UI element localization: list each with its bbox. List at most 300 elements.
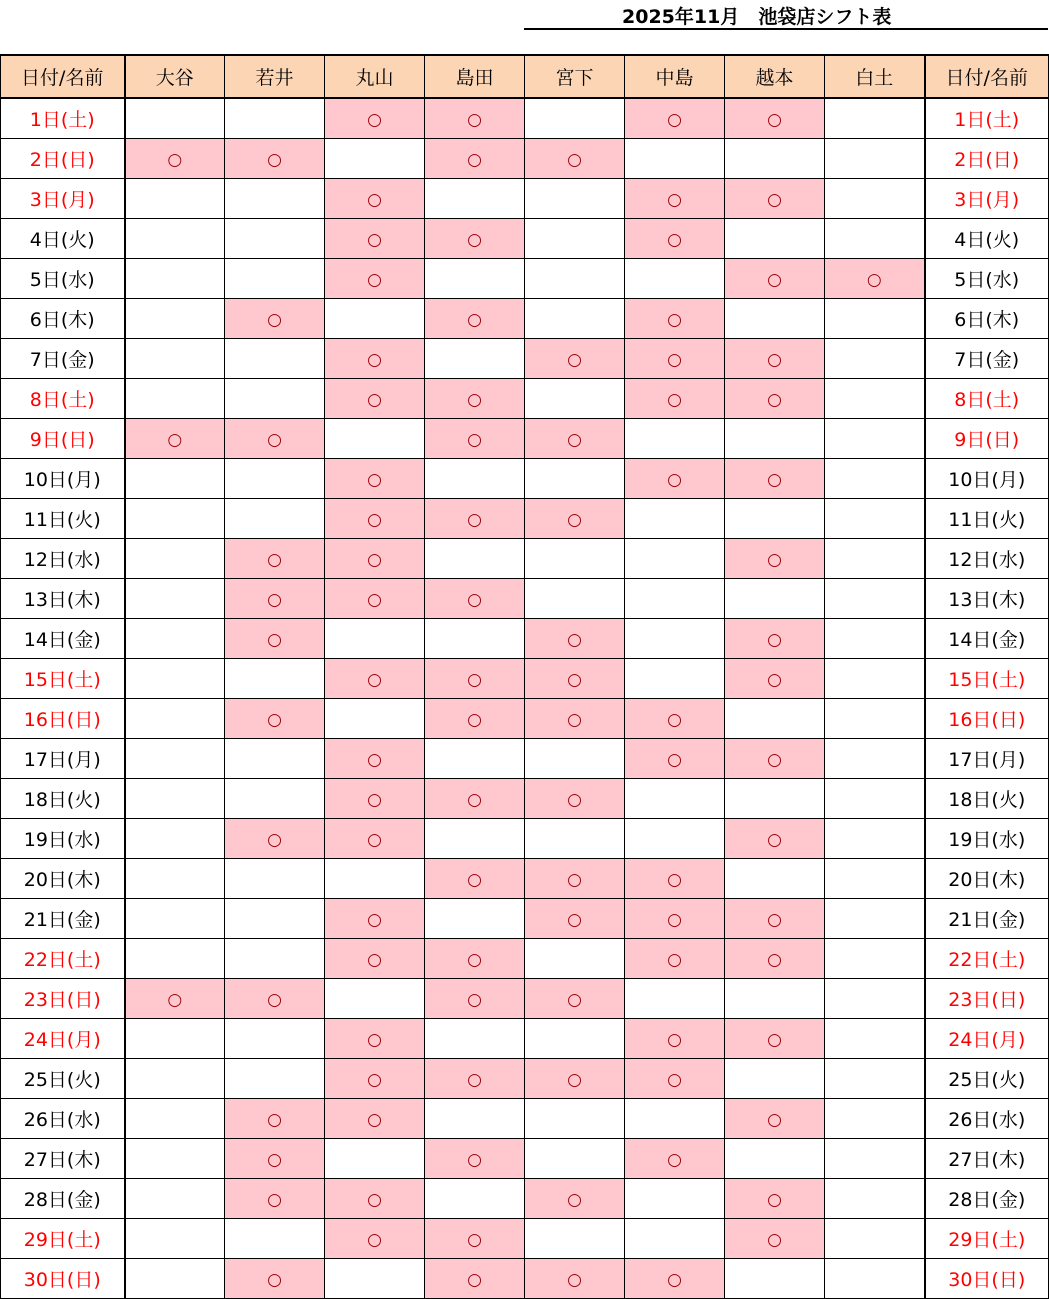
shift-cell[interactable] [225,259,325,299]
date-cell-right[interactable]: 29日(土) [925,1219,1049,1259]
shift-cell[interactable] [825,419,925,459]
shift-cell[interactable] [825,659,925,699]
header-date-label[interactable]: 日付/名前 [1,55,125,98]
shift-cell[interactable] [325,979,425,1019]
shift-cell[interactable] [625,219,725,259]
shift-cell[interactable] [725,339,825,379]
shift-cell[interactable] [225,139,325,179]
shift-cell[interactable] [725,699,825,739]
shift-cell[interactable] [425,139,525,179]
date-cell[interactable]: 5日(水) [1,259,125,299]
date-cell[interactable]: 20日(木) [1,859,125,899]
shift-cell[interactable] [225,1139,325,1179]
shift-cell[interactable] [825,459,925,499]
shift-cell[interactable] [425,1259,525,1299]
shift-cell[interactable] [525,539,625,579]
shift-cell[interactable] [225,179,325,219]
shift-cell[interactable] [625,619,725,659]
shift-cell[interactable] [125,339,225,379]
shift-cell[interactable] [625,339,725,379]
shift-cell[interactable] [625,939,725,979]
shift-cell[interactable] [125,619,225,659]
shift-cell[interactable] [525,859,625,899]
shift-cell[interactable] [325,379,425,419]
shift-cell[interactable] [525,299,625,339]
shift-cell[interactable] [125,539,225,579]
shift-cell[interactable] [525,1179,625,1219]
shift-cell[interactable] [225,1219,325,1259]
date-cell-right[interactable]: 30日(日) [925,1259,1049,1299]
shift-cell[interactable] [425,419,525,459]
shift-cell[interactable] [425,1099,525,1139]
shift-cell[interactable] [525,779,625,819]
shift-cell[interactable] [325,259,425,299]
date-cell[interactable]: 8日(土) [1,379,125,419]
shift-cell[interactable] [325,219,425,259]
shift-cell[interactable] [525,699,625,739]
shift-cell[interactable] [525,1219,625,1259]
shift-cell[interactable] [225,619,325,659]
shift-cell[interactable] [125,579,225,619]
shift-cell[interactable] [625,1219,725,1259]
shift-cell[interactable] [425,979,525,1019]
shift-cell[interactable] [625,859,725,899]
shift-cell[interactable] [425,1179,525,1219]
shift-cell[interactable] [525,179,625,219]
shift-cell[interactable] [125,179,225,219]
shift-cell[interactable] [825,619,925,659]
shift-cell[interactable] [825,859,925,899]
shift-cell[interactable] [825,219,925,259]
shift-cell[interactable] [725,1219,825,1259]
shift-cell[interactable] [525,419,625,459]
shift-cell[interactable] [825,1139,925,1179]
shift-cell[interactable] [225,859,325,899]
shift-cell[interactable] [625,179,725,219]
shift-cell[interactable] [525,98,625,139]
shift-cell[interactable] [725,259,825,299]
shift-cell[interactable] [525,459,625,499]
date-cell-right[interactable]: 18日(火) [925,779,1049,819]
date-cell[interactable]: 3日(月) [1,179,125,219]
shift-cell[interactable] [325,139,425,179]
shift-cell[interactable] [725,459,825,499]
shift-cell[interactable] [225,1059,325,1099]
shift-cell[interactable] [325,1259,425,1299]
shift-cell[interactable] [825,899,925,939]
shift-cell[interactable] [225,899,325,939]
shift-cell[interactable] [525,659,625,699]
date-cell-right[interactable]: 11日(火) [925,499,1049,539]
shift-cell[interactable] [625,539,725,579]
shift-cell[interactable] [525,1259,625,1299]
shift-cell[interactable] [825,299,925,339]
date-cell[interactable]: 12日(水) [1,539,125,579]
date-cell[interactable]: 6日(木) [1,299,125,339]
shift-cell[interactable] [525,579,625,619]
shift-cell[interactable] [525,379,625,419]
shift-cell[interactable] [325,939,425,979]
shift-cell[interactable] [725,1259,825,1299]
shift-cell[interactable] [825,379,925,419]
shift-cell[interactable] [125,1179,225,1219]
shift-cell[interactable] [725,1019,825,1059]
shift-cell[interactable] [125,1139,225,1179]
date-cell[interactable]: 23日(日) [1,979,125,1019]
shift-cell[interactable] [725,619,825,659]
date-cell[interactable]: 30日(日) [1,1259,125,1299]
shift-cell[interactable] [125,899,225,939]
shift-cell[interactable] [825,579,925,619]
shift-cell[interactable] [625,979,725,1019]
shift-cell[interactable] [125,139,225,179]
shift-cell[interactable] [225,1019,325,1059]
shift-cell[interactable] [825,259,925,299]
shift-cell[interactable] [125,299,225,339]
shift-cell[interactable] [525,499,625,539]
shift-cell[interactable] [625,579,725,619]
shift-cell[interactable] [125,1019,225,1059]
date-cell-right[interactable]: 1日(土) [925,98,1049,139]
date-cell-right[interactable]: 7日(金) [925,339,1049,379]
shift-cell[interactable] [725,819,825,859]
shift-cell[interactable] [325,1219,425,1259]
date-cell-right[interactable]: 12日(水) [925,539,1049,579]
shift-cell[interactable] [325,98,425,139]
shift-cell[interactable] [825,699,925,739]
date-cell-right[interactable]: 4日(火) [925,219,1049,259]
shift-cell[interactable] [425,899,525,939]
shift-cell[interactable] [725,939,825,979]
shift-cell[interactable] [825,939,925,979]
shift-cell[interactable] [825,1259,925,1299]
date-cell-right[interactable]: 5日(水) [925,259,1049,299]
shift-cell[interactable] [125,739,225,779]
shift-cell[interactable] [725,379,825,419]
shift-cell[interactable] [325,1139,425,1179]
date-cell-right[interactable]: 10日(月) [925,459,1049,499]
shift-cell[interactable] [425,98,525,139]
shift-cell[interactable] [625,739,725,779]
shift-cell[interactable] [625,699,725,739]
shift-cell[interactable] [425,859,525,899]
shift-cell[interactable] [525,819,625,859]
date-cell[interactable]: 26日(水) [1,1099,125,1139]
date-cell[interactable]: 11日(火) [1,499,125,539]
shift-cell[interactable] [325,419,425,459]
shift-cell[interactable] [425,459,525,499]
shift-cell[interactable] [325,499,425,539]
shift-cell[interactable] [625,779,725,819]
shift-cell[interactable] [225,1179,325,1219]
shift-cell[interactable] [325,659,425,699]
shift-cell[interactable] [625,819,725,859]
shift-cell[interactable] [825,1099,925,1139]
shift-cell[interactable] [825,98,925,139]
shift-cell[interactable] [325,1099,425,1139]
shift-cell[interactable] [425,1139,525,1179]
shift-cell[interactable] [125,819,225,859]
shift-cell[interactable] [225,659,325,699]
shift-cell[interactable] [825,819,925,859]
shift-cell[interactable] [425,779,525,819]
shift-cell[interactable] [725,979,825,1019]
shift-cell[interactable] [725,859,825,899]
shift-cell[interactable] [725,419,825,459]
shift-cell[interactable] [625,1019,725,1059]
shift-cell[interactable] [225,939,325,979]
shift-cell[interactable] [425,1219,525,1259]
shift-cell[interactable] [425,539,525,579]
shift-cell[interactable] [225,98,325,139]
header-staff-name[interactable]: 島田 [425,55,525,98]
date-cell[interactable]: 24日(月) [1,1019,125,1059]
date-cell[interactable]: 17日(月) [1,739,125,779]
shift-cell[interactable] [525,899,625,939]
shift-cell[interactable] [325,1059,425,1099]
shift-cell[interactable] [125,499,225,539]
date-cell-right[interactable]: 3日(月) [925,179,1049,219]
shift-cell[interactable] [125,379,225,419]
shift-cell[interactable] [725,1059,825,1099]
shift-cell[interactable] [425,739,525,779]
shift-cell[interactable] [325,179,425,219]
date-cell[interactable]: 19日(水) [1,819,125,859]
shift-cell[interactable] [825,779,925,819]
shift-cell[interactable] [525,1059,625,1099]
date-cell-right[interactable]: 25日(火) [925,1059,1049,1099]
shift-cell[interactable] [725,299,825,339]
shift-cell[interactable] [525,979,625,1019]
shift-cell[interactable] [525,939,625,979]
shift-cell[interactable] [825,539,925,579]
shift-cell[interactable] [325,539,425,579]
date-cell-right[interactable]: 9日(日) [925,419,1049,459]
shift-cell[interactable] [825,179,925,219]
shift-cell[interactable] [325,459,425,499]
shift-cell[interactable] [525,739,625,779]
shift-cell[interactable] [125,98,225,139]
shift-cell[interactable] [225,779,325,819]
shift-cell[interactable] [625,1139,725,1179]
shift-cell[interactable] [725,739,825,779]
shift-cell[interactable] [225,499,325,539]
date-cell[interactable]: 9日(日) [1,419,125,459]
shift-cell[interactable] [625,459,725,499]
shift-cell[interactable] [825,1019,925,1059]
shift-cell[interactable] [125,1259,225,1299]
date-cell[interactable]: 7日(金) [1,339,125,379]
shift-cell[interactable] [625,1059,725,1099]
date-cell-right[interactable]: 27日(木) [925,1139,1049,1179]
shift-cell[interactable] [425,939,525,979]
shift-cell[interactable] [725,98,825,139]
shift-cell[interactable] [825,1059,925,1099]
shift-cell[interactable] [125,779,225,819]
shift-cell[interactable] [125,1059,225,1099]
shift-cell[interactable] [125,939,225,979]
shift-cell[interactable] [125,859,225,899]
date-cell[interactable]: 29日(土) [1,1219,125,1259]
shift-cell[interactable] [325,299,425,339]
shift-cell[interactable] [425,339,525,379]
shift-cell[interactable] [625,659,725,699]
shift-cell[interactable] [225,539,325,579]
shift-cell[interactable] [525,1019,625,1059]
shift-cell[interactable] [525,619,625,659]
shift-cell[interactable] [425,819,525,859]
header-staff-name[interactable]: 中島 [625,55,725,98]
header-staff-name[interactable]: 丸山 [325,55,425,98]
shift-cell[interactable] [525,1139,625,1179]
shift-cell[interactable] [425,179,525,219]
shift-cell[interactable] [125,219,225,259]
date-cell-right[interactable]: 8日(土) [925,379,1049,419]
date-cell[interactable]: 15日(土) [1,659,125,699]
date-cell[interactable]: 4日(火) [1,219,125,259]
shift-cell[interactable] [325,339,425,379]
shift-cell[interactable] [225,299,325,339]
shift-cell[interactable] [325,619,425,659]
shift-cell[interactable] [725,499,825,539]
shift-cell[interactable] [425,299,525,339]
date-cell-right[interactable]: 13日(木) [925,579,1049,619]
shift-cell[interactable] [425,259,525,299]
shift-cell[interactable] [425,499,525,539]
shift-cell[interactable] [825,339,925,379]
header-staff-name[interactable]: 越本 [725,55,825,98]
shift-cell[interactable] [725,1099,825,1139]
shift-cell[interactable] [325,699,425,739]
shift-cell[interactable] [425,1059,525,1099]
date-cell-right[interactable]: 6日(木) [925,299,1049,339]
shift-cell[interactable] [625,499,725,539]
shift-cell[interactable] [425,1019,525,1059]
shift-cell[interactable] [525,259,625,299]
shift-cell[interactable] [625,98,725,139]
shift-cell[interactable] [225,1099,325,1139]
date-cell-right[interactable]: 19日(水) [925,819,1049,859]
shift-cell[interactable] [425,659,525,699]
date-cell-right[interactable]: 14日(金) [925,619,1049,659]
shift-cell[interactable] [125,979,225,1019]
shift-cell[interactable] [425,379,525,419]
shift-cell[interactable] [425,219,525,259]
date-cell[interactable]: 1日(土) [1,98,125,139]
shift-cell[interactable] [525,1099,625,1139]
shift-cell[interactable] [825,1179,925,1219]
shift-cell[interactable] [725,579,825,619]
shift-cell[interactable] [325,1179,425,1219]
date-cell-right[interactable]: 2日(日) [925,139,1049,179]
shift-cell[interactable] [625,899,725,939]
shift-cell[interactable] [625,379,725,419]
date-cell-right[interactable]: 16日(日) [925,699,1049,739]
shift-cell[interactable] [325,579,425,619]
shift-cell[interactable] [625,1259,725,1299]
shift-cell[interactable] [725,899,825,939]
date-cell[interactable]: 21日(金) [1,899,125,939]
shift-cell[interactable] [325,859,425,899]
shift-cell[interactable] [725,1179,825,1219]
header-staff-name[interactable]: 大谷 [125,55,225,98]
shift-cell[interactable] [225,339,325,379]
shift-cell[interactable] [725,659,825,699]
shift-cell[interactable] [125,699,225,739]
shift-cell[interactable] [125,419,225,459]
header-staff-name[interactable]: 宮下 [525,55,625,98]
date-cell-right[interactable]: 21日(金) [925,899,1049,939]
shift-cell[interactable] [225,219,325,259]
date-cell[interactable]: 25日(火) [1,1059,125,1099]
date-cell-right[interactable]: 15日(土) [925,659,1049,699]
date-cell-right[interactable]: 17日(月) [925,739,1049,779]
date-cell[interactable]: 2日(日) [1,139,125,179]
shift-cell[interactable] [825,739,925,779]
header-date-label-right[interactable]: 日付/名前 [925,55,1049,98]
date-cell-right[interactable]: 22日(土) [925,939,1049,979]
header-staff-name[interactable]: 若井 [225,55,325,98]
shift-cell[interactable] [225,1259,325,1299]
shift-cell[interactable] [825,1219,925,1259]
header-staff-name[interactable]: 白土 [825,55,925,98]
shift-cell[interactable] [225,819,325,859]
shift-cell[interactable] [325,779,425,819]
shift-cell[interactable] [825,139,925,179]
date-cell-right[interactable]: 24日(月) [925,1019,1049,1059]
shift-cell[interactable] [225,419,325,459]
shift-cell[interactable] [225,379,325,419]
shift-cell[interactable] [425,619,525,659]
shift-cell[interactable] [725,179,825,219]
shift-cell[interactable] [225,699,325,739]
shift-cell[interactable] [225,979,325,1019]
date-cell-right[interactable]: 23日(日) [925,979,1049,1019]
date-cell-right[interactable]: 28日(金) [925,1179,1049,1219]
shift-cell[interactable] [125,459,225,499]
shift-cell[interactable] [525,339,625,379]
shift-cell[interactable] [425,579,525,619]
date-cell[interactable]: 27日(木) [1,1139,125,1179]
date-cell[interactable]: 14日(金) [1,619,125,659]
shift-cell[interactable] [425,699,525,739]
shift-cell[interactable] [325,899,425,939]
shift-cell[interactable] [625,259,725,299]
date-cell[interactable]: 22日(土) [1,939,125,979]
date-cell[interactable]: 28日(金) [1,1179,125,1219]
shift-cell[interactable] [625,419,725,459]
shift-cell[interactable] [125,259,225,299]
shift-cell[interactable] [125,659,225,699]
shift-cell[interactable] [725,1139,825,1179]
shift-cell[interactable] [525,139,625,179]
shift-cell[interactable] [325,819,425,859]
shift-cell[interactable] [625,299,725,339]
shift-cell[interactable] [225,459,325,499]
shift-cell[interactable] [625,1179,725,1219]
shift-cell[interactable] [725,539,825,579]
date-cell-right[interactable]: 20日(木) [925,859,1049,899]
date-cell[interactable]: 16日(日) [1,699,125,739]
shift-cell[interactable] [825,499,925,539]
date-cell[interactable]: 18日(火) [1,779,125,819]
shift-cell[interactable] [625,139,725,179]
shift-cell[interactable] [525,219,625,259]
shift-cell[interactable] [625,1099,725,1139]
shift-cell[interactable] [325,739,425,779]
shift-cell[interactable] [325,1019,425,1059]
date-cell[interactable]: 10日(月) [1,459,125,499]
